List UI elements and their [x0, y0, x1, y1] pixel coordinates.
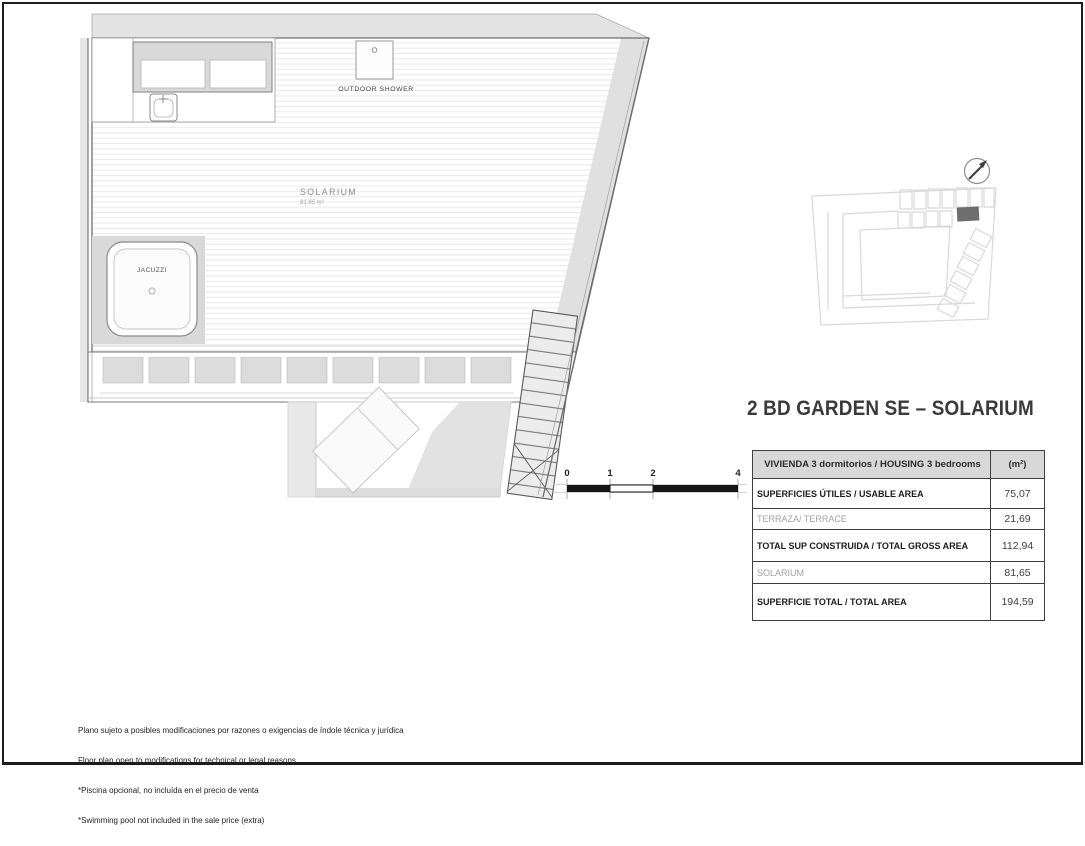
jacuzzi-label: JACUZZI — [137, 267, 167, 274]
table-row — [753, 530, 1045, 562]
table-header-row — [753, 451, 1045, 479]
highlighted-unit — [957, 206, 980, 221]
table-row — [753, 562, 1045, 584]
solarium-plan — [80, 14, 649, 499]
table-header-label: VIVIENDA 3 dormitorios / HOUSING 3 bedrooms — [753, 451, 991, 479]
disclaimer-line: Floor plan open to modifications for technical or legal reasons — [78, 756, 296, 765]
scale-tick-1: 1 — [607, 468, 613, 479]
table-row — [753, 584, 1045, 621]
scale-tick-4: 4 — [735, 468, 741, 479]
lower-terrace — [288, 387, 511, 497]
solarium-area-label: 81.65 m² — [300, 200, 324, 206]
outdoor-shower — [356, 41, 393, 79]
disclaimer — [78, 706, 404, 846]
sink-icon — [150, 94, 177, 121]
left-wall-shade — [80, 38, 88, 402]
row-label: TERRAZA/ TERRACE — [753, 509, 991, 530]
row-value: 81,65 — [991, 562, 1045, 584]
scale-bar — [553, 468, 747, 499]
site-key-plan — [812, 188, 996, 325]
north-arrow-icon — [965, 159, 990, 184]
row-value: 75,07 — [991, 479, 1045, 509]
row-label: TOTAL SUP CONSTRUIDA / TOTAL GROSS AREA — [753, 530, 991, 562]
roof-overhang — [92, 14, 649, 38]
table-header-unit: (m²) — [991, 451, 1045, 479]
planter-band — [88, 346, 577, 402]
row-label: SOLARIUM — [753, 562, 991, 584]
disclaimer-line: Plano sujeto a posibles modificaciones por razones o exigencias de índole técnica y jurídica — [78, 726, 404, 735]
row-label: SUPERFICIES ÚTILES / USABLE AREA — [753, 479, 991, 509]
scale-tick-2: 2 — [650, 468, 656, 479]
table-row — [753, 479, 1045, 509]
outdoor-shower-label: OUTDOOR SHOWER — [338, 86, 414, 93]
outdoor-kitchen — [92, 38, 275, 122]
table-row — [753, 509, 1045, 530]
row-label: SUPERFICIE TOTAL / TOTAL AREA — [753, 584, 991, 621]
row-value: 21,69 — [991, 509, 1045, 530]
area-table — [752, 450, 1045, 621]
disclaimer-line: *Swimming pool not included in the sale price (extra) — [78, 816, 265, 825]
jacuzzi — [92, 236, 205, 344]
solarium-label: SOLARIUM — [300, 187, 358, 197]
scale-tick-0: 0 — [564, 468, 570, 479]
page-title: 2 BD GARDEN SE – SOLARIUM — [747, 397, 1034, 420]
row-value: 194,59 — [991, 584, 1045, 621]
disclaimer-line: *Piscina opcional, no incluída en el precio de venta — [78, 786, 259, 795]
row-value: 112,94 — [991, 530, 1045, 562]
